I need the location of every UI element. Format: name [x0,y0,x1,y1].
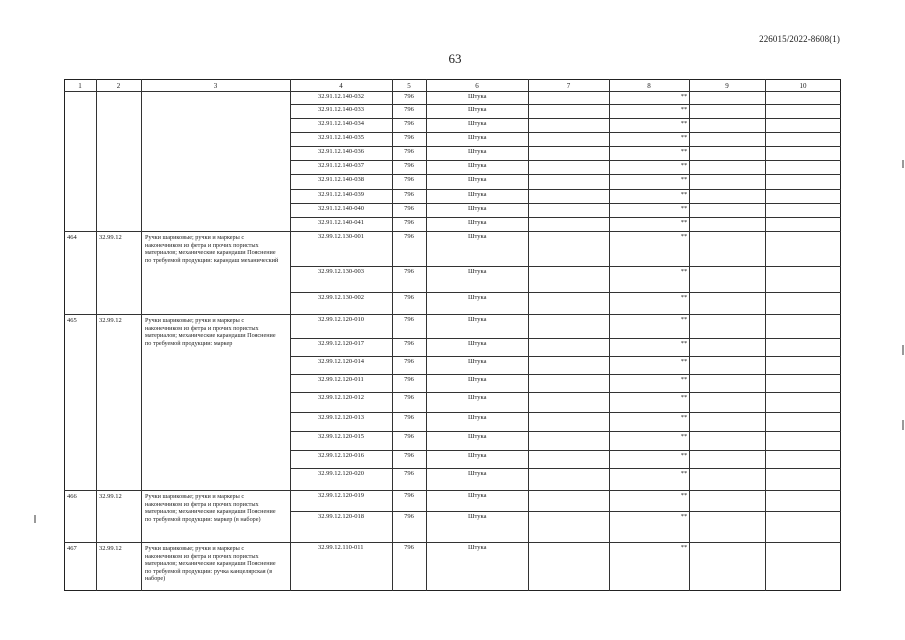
row-divider [290,356,841,357]
row-divider [290,292,841,293]
unit-name: Штука [468,176,487,183]
price-stars: ** [680,544,688,551]
row-divider [290,338,841,339]
unit-code: 796 [404,93,414,100]
price-stars: ** [680,106,688,113]
item-code: 32.99.12.120-015 [318,433,365,440]
price-stars: ** [680,162,688,169]
row-divider [290,511,841,512]
group-description: Ручки шариковые; ручки и маркеры с наконечником из фетра и прочих пористых материалов; механические карандаши Пояснение по требуемой продукции: карандаш механический [145,234,279,264]
price-stars: ** [680,452,688,459]
group-number: 465 [67,317,77,324]
header-cell-3: 3 [213,82,218,90]
group-okpd-code: 32.99.12 [99,317,122,324]
unit-code: 796 [404,219,414,226]
unit-name: Штука [468,106,487,113]
unit-name: Штука [468,414,487,421]
column-divider [765,79,766,591]
unit-code: 796 [404,294,414,301]
unit-name: Штука [468,492,487,499]
group-description: Ручки шариковые; ручки и маркеры с наконечником из фетра и прочих пористых материалов; механические карандаши Пояснение по требуемой продукции: маркер [145,317,276,347]
price-stars: ** [680,358,688,365]
row-divider [290,266,841,267]
row-divider [290,104,841,105]
item-code: 32.99.12.120-012 [318,394,365,401]
item-code: 32.91.12.140-040 [318,205,365,212]
group-number: 467 [67,545,77,552]
unit-code: 796 [404,470,414,477]
price-stars: ** [680,233,688,240]
group-description: Ручки шариковые; ручки и маркеры с наконечником из фетра и прочих пористых материалов; механические карандаши Пояснение по требуемой продукции: маркер (в наборе) [145,493,276,523]
item-code: 32.99.12.120-017 [318,340,365,347]
row-divider [290,392,841,393]
item-code: 32.99.12.130-001 [318,233,365,240]
price-stars: ** [680,134,688,141]
scan-edge-mark [902,160,904,168]
unit-name: Штука [468,340,487,347]
group-divider [64,231,841,232]
unit-name: Штука [468,134,487,141]
row-divider [290,412,841,413]
item-code: 32.91.12.140-038 [318,176,365,183]
group-number: 464 [67,234,77,241]
header-cell-5: 5 [407,82,411,90]
row-divider [290,174,841,175]
row-divider [290,189,841,190]
row-divider [290,431,841,432]
row-divider [290,203,841,204]
row-divider [290,217,841,218]
unit-code: 796 [404,233,414,240]
header-cell-8: 8 [647,82,651,90]
unit-name: Штука [468,544,487,551]
unit-name: Штука [468,358,487,365]
price-stars: ** [680,433,688,440]
price-stars: ** [680,205,688,212]
unit-code: 796 [404,205,414,212]
item-code: 32.99.12.120-014 [318,358,365,365]
group-divider [64,490,841,491]
document-number: 226015/2022-8608(1) [759,34,840,44]
price-stars: ** [680,148,688,155]
unit-code: 796 [404,433,414,440]
price-stars: ** [680,191,688,198]
unit-name: Штука [468,191,487,198]
unit-name: Штука [468,219,487,226]
item-code: 32.91.12.140-039 [318,191,365,198]
price-stars: ** [680,376,688,383]
item-code: 32.91.12.140-032 [318,93,365,100]
unit-code: 796 [404,162,414,169]
unit-name: Штука [468,120,487,127]
group-okpd-code: 32.99.12 [99,545,122,552]
price-stars: ** [680,394,688,401]
item-code: 32.91.12.140-037 [318,162,365,169]
unit-code: 796 [404,106,414,113]
unit-code: 796 [404,120,414,127]
item-code: 32.91.12.140-036 [318,148,365,155]
item-code: 32.91.12.140-033 [318,106,365,113]
header-cell-10: 10 [799,82,807,90]
group-okpd-code: 32.99.12 [99,234,122,241]
item-code: 32.99.12.120-016 [318,452,365,459]
unit-code: 796 [404,268,414,275]
header-cell-2: 2 [116,82,121,90]
row-divider [290,374,841,375]
item-code: 32.99.12.120-010 [318,316,365,323]
unit-code: 796 [404,148,414,155]
unit-code: 796 [404,316,414,323]
unit-code: 796 [404,376,414,383]
column-divider [141,79,142,591]
unit-name: Штука [468,376,487,383]
unit-name: Штука [468,93,487,100]
unit-code: 796 [404,394,414,401]
row-divider [290,132,841,133]
scan-edge-mark [902,345,904,355]
unit-code: 796 [404,492,414,499]
unit-name: Штука [468,294,487,301]
unit-code: 796 [404,544,414,551]
group-divider [64,542,841,543]
unit-name: Штука [468,233,487,240]
unit-code: 796 [404,340,414,347]
header-cell-9: 9 [725,82,729,90]
unit-code: 796 [404,191,414,198]
header-cell-1: 1 [78,82,82,90]
item-code: 32.99.12.120-018 [318,513,365,520]
group-okpd-code: 32.99.12 [99,493,122,500]
item-code: 32.99.12.130-002 [318,294,365,301]
item-code: 32.91.12.140-035 [318,134,365,141]
column-divider [609,79,610,591]
row-divider [290,146,841,147]
header-cell-6: 6 [475,82,479,90]
item-code: 32.99.12.120-020 [318,470,365,477]
group-number: 466 [67,493,77,500]
row-divider [290,160,841,161]
header-cell-7: 7 [566,82,571,90]
unit-name: Штука [468,433,487,440]
unit-code: 796 [404,414,414,421]
header-divider [64,91,841,92]
row-divider [290,450,841,451]
item-code: 32.99.12.110-011 [318,544,364,551]
price-stars: ** [680,268,688,275]
item-code: 32.91.12.140-041 [318,219,365,226]
column-divider [426,79,427,591]
row-divider [290,118,841,119]
column-divider [96,79,97,591]
unit-name: Штука [468,205,487,212]
unit-code: 796 [404,176,414,183]
price-stars: ** [680,120,688,127]
unit-code: 796 [404,513,414,520]
unit-code: 796 [404,452,414,459]
price-stars: ** [680,176,688,183]
unit-name: Штука [468,268,487,275]
unit-name: Штука [468,452,487,459]
unit-name: Штука [468,470,487,477]
item-code: 32.99.12.130-003 [318,268,365,275]
row-divider [290,468,841,469]
item-code: 32.99.12.120-013 [318,414,365,421]
unit-name: Штука [468,162,487,169]
unit-name: Штука [468,148,487,155]
unit-code: 796 [404,358,414,365]
unit-name: Штука [468,513,487,520]
column-divider [290,79,291,591]
price-stars: ** [680,93,688,100]
header-cell-4: 4 [339,82,343,90]
price-stars: ** [680,492,688,499]
page-number: 63 [448,51,462,66]
group-description [145,94,280,230]
price-stars: ** [680,470,688,477]
column-divider [528,79,529,591]
group-description: Ручки шариковые; ручки и маркеры с наконечником из фетра и прочих пористых материалов; механические карандаши Пояснение по требуемой продукции: ручка канцелярская (в наборе) [145,545,276,583]
price-stars: ** [680,340,688,347]
price-stars: ** [680,294,688,301]
group-divider [64,314,841,315]
price-stars: ** [680,219,688,226]
item-code: 32.91.12.140-034 [318,120,365,127]
price-stars: ** [680,316,688,323]
unit-code: 796 [404,134,414,141]
item-code: 32.99.12.120-019 [318,492,365,499]
unit-name: Штука [468,394,487,401]
price-stars: ** [680,513,688,520]
item-code: 32.99.12.120-011 [318,376,364,383]
scan-edge-mark [902,420,904,430]
price-stars: ** [680,414,688,421]
scan-edge-mark [34,515,36,523]
unit-name: Штука [468,316,487,323]
